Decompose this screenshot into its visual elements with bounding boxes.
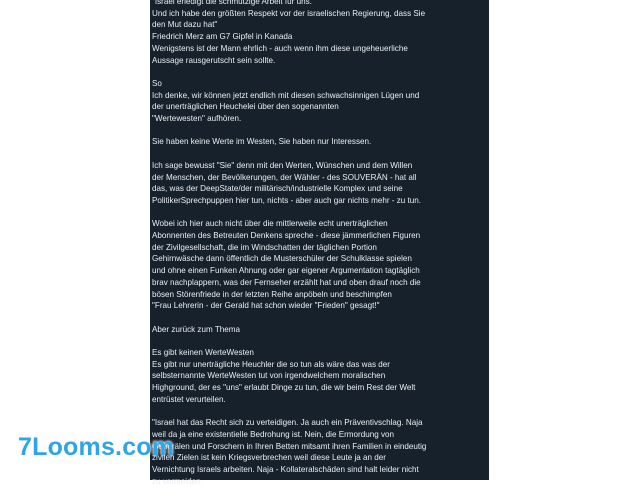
message-line: "Israel hat das Recht sich zu verteidigen. Ja auch ein Präventivschlag. Naja: [152, 418, 423, 428]
message-paragraph: [152, 0, 487, 66]
message-paragraph: [152, 417, 487, 487]
message-panel: [150, 0, 489, 486]
message-line: "Wertewesten" aufhören.: [152, 114, 242, 124]
message-paragraph: [152, 218, 487, 312]
message-line: das, was der DeepState/der militärisch/industrielle Komplex und seine: [152, 184, 403, 194]
message-line: bösen Störenfriede in der letzten Reihe anpöbeln und beschimpfen: [152, 289, 392, 299]
message-line: Und ich habe den größten Respekt vor der israelischen Regierung, dass Sie: [152, 8, 426, 18]
message-paragraph: [152, 136, 487, 148]
message-line: Friedrich Merz am G7 Gipfel in Kanada: [152, 32, 293, 42]
message-line: PolitikerSprechpuppen hier tun, nichts - aber auch gar nichts mehr - zu tun.: [152, 195, 422, 205]
message-line: Gehirnwäsche dann öffentlich die Musterschüler der Schulklasse spielen: [152, 254, 412, 264]
message-line: Abonnenten des Betreuten Denkens spreche - diese jämmerlichen Figuren: [152, 231, 421, 240]
message-line: So: [152, 78, 162, 88]
message-paragraph: [152, 347, 487, 406]
message-line: der unerträglichen Heuchelei über den sogenannten: [152, 102, 339, 112]
message-line: "Frau Lehrerin - der Gerald hat schon wieder "Frieden" gesagt!": [152, 301, 380, 311]
message-line: Aussage rausgerutscht sein sollte.: [152, 55, 276, 65]
message-line: entrüstet verurteilen.: [152, 394, 226, 404]
message-line: den Mut dazu hat": [152, 20, 218, 30]
message-line: Sie haben keine Werte im Westen, Sie haben nur Interessen.: [152, 137, 372, 147]
message-line: zivilen Zielen ist kein Kriegsverbrechen weil diese Leute ja an der: [152, 453, 386, 463]
message-line: weil da ja eine existentielle Bedrohung ist. Nein, die Ermordung von: [152, 429, 395, 439]
message-text: [152, 0, 487, 499]
message-line: zu vermeiden.: [152, 476, 203, 486]
message-line: Generälen und Forschern in Ihren Betten mitsamt ihren Familien in eindeutig: [152, 441, 427, 451]
message-line: selbsternannte WerteWesten tut von irgendwelchem moralischen: [152, 371, 386, 381]
message-line: Aber zurück zum Thema: [152, 324, 241, 334]
message-line: Wenigstens ist der Mann ehrlich - auch wenn ihm diese ungeheuerliche: [152, 43, 408, 53]
message-line: Wobei ich hier auch nicht über die mittlerweile echt unerträglichen: [152, 219, 388, 229]
message-line: Ich denke, wir können jetzt endlich mit diesen schwachsinnigen Lügen und: [152, 90, 420, 100]
message-paragraph: [152, 160, 487, 207]
message-line: brav nachplappern, was der Fernseher erzählt hat und oben drauf noch die: [152, 277, 421, 287]
message-line: Es gibt nur unerträgliche Heuchler die so tun als wäre das was der: [152, 359, 390, 369]
message-line: "Israel erledigt die schmutzige Arbeit für uns.: [152, 0, 312, 6]
watermark-logo: 7Looms.com: [18, 433, 175, 461]
message-line: und ohne einen Funken Ahnung oder gar eigener Argumentation tagtäglich: [152, 266, 420, 276]
message-line: der Zivilgesellschaft, die im Windschatten der täglichen Portion: [152, 242, 377, 252]
message-line: Es gibt keinen WerteWesten: [152, 348, 254, 357]
message-line: der Menschen, der Bevölkerungen, der Wähler - des SOUVERÄN - hat all: [152, 172, 417, 182]
message-paragraph: [152, 324, 487, 336]
message-line: Ich sage bewusst "Sie" denn mit den Werten, Wünschen und dem Willen: [152, 160, 413, 170]
message-line: Vernichtung Israels arbeiten. Naja - Kollateralschäden sind halt leider nicht: [152, 465, 419, 475]
message-line: Highground, der es "uns" erlaubt Dinge zu tun, die wir beim Rest der Welt: [152, 383, 416, 393]
message-paragraph: [152, 78, 487, 125]
